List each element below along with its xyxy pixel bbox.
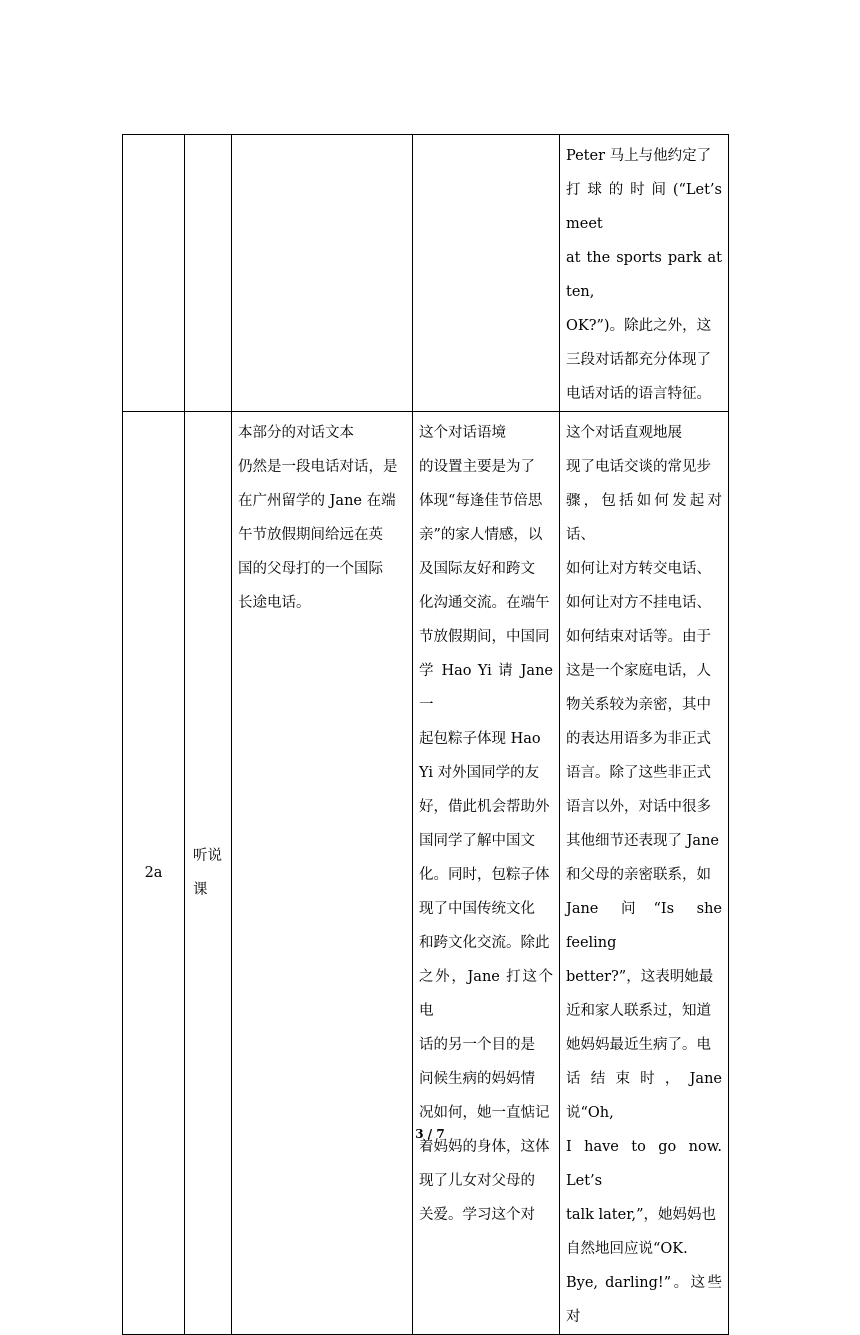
lesson-type: 听说 课 [193,848,222,898]
table-cell-text [413,412,560,1335]
table-cell-empty [232,135,413,412]
cell-paragraph: 这个对话直观地展 现了电话交谈的常见步 骤，包括如何发起对话、 如何让对方转交电话、 如何让对方不挂电话、 如何结束对话等。由于 这是一个家庭电话，人 物关系较为亲密，其中 的表达用语多为非正式 语言。除了这些非正式 语言以外，对话中很多 其他细节还表现了 Jane 和父母的亲密联系，如 Jane 问“Is she feeling better?”，这表明她最 近和家人联系过，知道 她妈妈最近生病了。电 话结束时，Jane 说“Oh, I have to go now. Let’s talk later,”，她妈妈也 自然地回应说“OK. Bye, darling!”。这些对 [566,425,722,1325]
page-number: 3 / 7 [415,1127,445,1141]
table-cell-empty [413,135,560,412]
table-cell-text [232,412,413,1335]
cell-paragraph: 本部分的对话文本 仍然是一段电话对话，是 在广州留学的 Jane 在端 午节放假期间给远在英 国的父母打的一个国际 长途电话。 [238,425,398,611]
table-row [123,412,729,1335]
lesson-type-cell [185,412,232,1335]
cell-paragraph: 这个对话语境 的设置主要是为了 体现“每逢佳节倍思 亲”的家人情感，以 及国际友好和跨文 化沟通交流。在端午 节放假期间，中国同 学 Hao Yi 请 Jane 一 起包粽子体现 Hao Yi 对外国同学的友 好，借此机会帮助外 国同学了解中国文 化。同时，包粽子体 现了中国传统文化 和跨文化交流。除此 之外，Jane 打这个电 话的另一个目的是 问候生病的妈妈情 况如何，她一直惦记 着妈妈的身体，这体 现了儿女对父母的 关爱。学习这个对 [419,425,553,1223]
section-number-cell [123,412,185,1335]
table-cell-text [560,135,729,412]
cell-paragraph: Peter 马上与他约定了 打球的时间(“Let’s meet at the sports park at ten, OK?”)。除此之外，这 三段对话都充分体现了 电话对话的语言特征。 [566,148,722,402]
table-cell-empty [185,135,232,412]
table-cell-text [560,412,729,1335]
section-number: 2a [144,865,163,881]
lesson-analysis-table [122,134,729,1335]
table-row [123,135,729,412]
table-cell-empty [123,135,185,412]
